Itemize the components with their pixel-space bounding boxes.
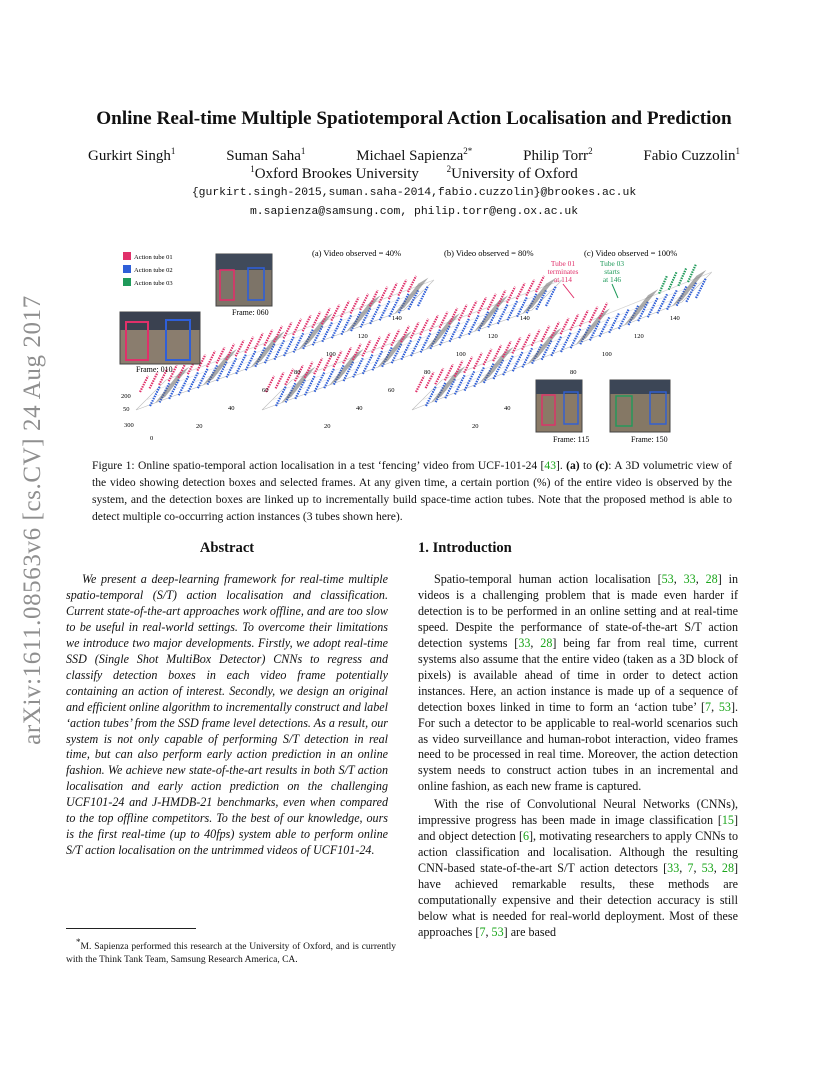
author-name: Gurkirt Singh [88,148,171,164]
citation-link[interactable]: 33 [667,861,680,876]
tube01-column [561,318,569,334]
tube02-column [546,286,556,306]
caption-text-pre: Online spatio-temporal action localisation in a test ‘fencing’ video from UCF-101-24 [ [138,459,545,472]
author-mark: 1 [735,146,740,156]
axis-time-tick: 0 [150,435,154,442]
tube03-column [659,276,667,294]
body-text: , [673,572,684,586]
caption-label: Figure 1: [92,459,135,472]
axis-time-tick: 100 [326,351,336,358]
paper-title: Online Real-time Multiple Spatiotemporal Action Localisation and Prediction [96,108,732,129]
citation-link[interactable]: 53 [661,572,674,586]
arxiv-identifier: arXiv:1611.08563v6 [cs.CV] 24 Aug 2017 [19,295,46,745]
author-5 [643,146,740,165]
citation-link[interactable]: 33 [683,572,696,586]
body-text: , [485,924,492,939]
legend-tube02: Action tube 02 [134,267,173,274]
frame-label-150: Frame: 150 [631,435,668,444]
tube01-column [507,287,515,303]
axis-time-tick: 80 [294,369,301,376]
intro-paragraph-1 [418,572,738,795]
author-name: Suman Saha [226,148,301,164]
citation-link[interactable]: 15 [721,813,734,828]
author-4 [523,146,592,165]
tube01-column [341,301,349,317]
axis-y-tick-50: 50 [123,406,130,413]
axis-time-tick: 60 [262,387,269,394]
frame-label-115: Frame: 115 [553,435,590,444]
body-text: ] are based [503,924,557,939]
svg-text:starts: starts [604,267,620,276]
frame-thumb-115 [536,380,589,444]
tube01-column [389,283,397,299]
author-mark: 2 [588,146,593,156]
tube01-column [398,280,406,296]
tube02-column [696,278,706,298]
figure-1 [112,240,712,448]
tube01-column [207,351,215,367]
body-text: , [711,699,719,714]
intro-body [418,572,738,941]
tube01-column [382,333,390,349]
tube01-column [478,297,486,313]
author-mark: 1 [300,146,306,156]
tube01-column [314,358,322,374]
axis-time-tick: 20 [324,423,331,430]
axis-time-tick: 40 [228,405,235,412]
citation-link[interactable]: 33 [518,635,531,650]
caption-text-mid: ]. [556,459,567,472]
caption-citation[interactable]: 43 [544,459,556,472]
tube01-column [517,283,525,299]
citation-link[interactable]: 28 [721,861,734,876]
axis-time-tick: 140 [520,315,530,322]
panel-label-b: (b) Video observed = 80% [444,248,534,258]
figure-caption [92,457,732,525]
tube01-column [245,337,253,353]
svg-text:Tube 03: Tube 03 [599,259,625,268]
tube01-column [284,322,292,338]
author-mark: 1 [170,146,176,156]
svg-text:at 146: at 146 [602,275,622,284]
tube01-column [570,314,578,330]
tube01-column [362,340,370,356]
legend-swatch-tube02 [123,265,131,273]
citation-link[interactable]: 53 [718,699,731,714]
author-name: Philip Torr [523,148,589,164]
footnote-rule [66,928,196,929]
footnote-mark: * [76,937,81,947]
caption-text-post: : A 3D volumetric view of the video showing detection boxes and selected frames. At any given time, a certain portion (%) of the entire video is observed by the system, and the detection boxes are linked up to incrementally build space-time action tubes. Note that the proposed method is able to detect multiple co-occurring action instances (3 tubes shown here). [92,459,732,523]
body-text: ] being far from real time, current systems also assume that the entire video (taken as a 3D block of pixels) is available ahead of time in order to detect action instances. Here, an action instance is made up of a sequence of detection boxes linked in time to form an ‘action tube’ [ [418,635,739,714]
introduction-heading: 1. Introduction [418,540,512,556]
tube01-column [416,376,424,392]
tube01-column [372,337,380,353]
citation-link[interactable]: 6 [522,829,530,844]
panel-label-a: (a) Video observed = 40% [312,248,402,258]
annotation-tube03-starts [600,259,624,298]
author-name: Michael Sapienza [356,148,464,164]
axis-time-tick: 60 [388,387,395,394]
arxiv-sidebar [8,280,58,760]
author-name: Fabio Cuzzolin [643,148,736,164]
body-text: ], motivating researchers to apply CNNs to action classification and localisation. Although the resulting CNN-based state-of-the-art S/T action detectors [ [418,829,739,876]
figure-1-graphic [112,240,712,448]
panel-label-c: (c) Video observed = 100% [584,248,678,258]
footnote-text: M. Sapienza performed this research at the University of Oxford, and is currently with the Think Tank Team, Samsung Research America, CA. [66,942,396,966]
tube03-column [669,272,677,290]
tube01-column [459,305,467,321]
body-text: ]. For such a detector to be applicable to real-world scenarios such as video surveillance and human-robot interaction, video frames need to be processed in real time. Moreover, the action detection system needs to construct action tubes in an incremental and online fashion, as each new frame is captured. [418,699,739,794]
tube01-column [474,353,482,369]
axis-time-tick: 40 [356,405,363,412]
axis-y-tick-300: 300 [124,422,134,429]
author-mark: 2* [463,146,473,156]
axis-time-tick: 120 [634,333,644,340]
tube01-column [351,297,359,313]
author-2 [226,146,305,165]
caption-text-to: to [579,459,596,472]
body-text: Spatio-temporal human action localisation [ [434,572,662,586]
axis-y-tick-200: 200 [121,393,131,400]
body-text: , [679,861,688,876]
email-line-2: m.sapienza@samsung.com, philip.torr@eng.ox.ac.uk [249,206,579,218]
tube01-column [464,357,472,373]
volume-grid-line [292,280,562,380]
email-line-1: {gurkirt.singh-2015,suman.saha-2014,fabio.cuzzolin}@brookes.ac.uk [191,187,637,199]
tube01-column [526,280,534,296]
body-text: , [695,572,706,586]
citation-link[interactable]: 7 [705,699,712,714]
legend-swatch-tube01 [123,252,131,260]
axis-time-tick: 80 [424,369,431,376]
body-text: , [713,861,722,876]
tube01-column [420,319,428,335]
tube01-column [435,368,443,384]
body-text: ] in videos is a challenging problem that is made even harder if detection is to be performed in an online setting and at real-time speed. Despite the performance of state-of-the-art S/T action detection systems [ [418,572,738,650]
frame-thumb-060 [216,254,272,317]
caption-panel-a: (a) [566,459,580,472]
body-text: , [693,861,702,876]
legend-tube03: Action tube 03 [134,280,173,287]
tube01-column [140,376,148,392]
tube01-column [411,322,419,338]
svg-text:Tube 01: Tube 01 [550,259,576,268]
caption-panel-c: (c) [595,459,609,472]
abstract-body: We present a deep-learning framework for real-time multiple spatio-temporal (S/T) action localisation and classification. Current state-of-the-art approaches work offline, and are too slow to be useful in real-world settings. To overcome their limitations we introduce two major developments. Firstly, we adopt real-time SSD (Single Shot MultiBox Detector) CNNs to regress and classify detection boxes in each video frame potentially containing an action of interest. Secondly, we design an original and efficient online algorithm to incrementally construct and label ‘action tubes’ from the SSD frame level detections. As a result, our system is not only capable of performing S/T detection in real time, but can also perform early action prediction in an online fashion. We achieve new state-of-the-art results in both S/T action localisation and early action prediction on the challenging UCF101-24 and J-HMDB-21 benchmarks, even when compared to the top offline competitors. To the best of our knowledge, ours is the first real-time (up to 40fps) system able to perform online S/T action localisation on the untrimmed videos of UCF101-24. [66,572,388,858]
tube01-column [150,372,158,388]
volume-grid-line [166,280,434,380]
footnote [66,936,396,967]
axis-time-tick: 20 [196,423,203,430]
affiliation-1: $^1$Oxford Brookes University [250,164,419,182]
frame-thumb-010 [120,312,200,374]
tube01-column [276,372,284,388]
tube02-column [418,286,428,306]
author-1 [88,146,175,165]
tube01-column [469,301,477,317]
tube03-column [678,268,686,286]
tube01-column [580,310,588,326]
axis-time-tick: 100 [456,351,466,358]
tube01-column [293,319,301,335]
body-text: ] have achieved remarkable results, these methods are computationally expensive and their detection accuracy is still below what is needed for real-world deployment. Most of these approaches [ [418,861,739,939]
axis-time-tick: 120 [488,333,498,340]
citation-link[interactable]: 28 [705,572,718,586]
tube01-column [522,334,530,350]
citation-link[interactable]: 28 [540,635,553,650]
affiliations [0,164,828,183]
legend [123,252,173,287]
legend-swatch-tube03 [123,278,131,286]
tube01-column [331,305,339,321]
frame-thumb-150 [610,380,670,444]
citation-link[interactable]: 7 [479,924,486,939]
tube01-column [532,330,540,346]
citation-link[interactable]: 53 [701,861,714,876]
axis-time-tick: 140 [392,315,402,322]
frame-label-060: Frame: 060 [232,308,269,317]
intro-paragraph-2 [418,797,738,941]
axis-time-tick: 40 [504,405,511,412]
frame-label-010: Frame: 010 [136,365,173,374]
citation-link[interactable]: 53 [491,924,504,939]
axis-time-tick: 140 [670,315,680,322]
axis-time-tick: 80 [570,369,577,376]
author-list [60,146,768,165]
tube01-column [430,315,438,331]
svg-text:at 114: at 114 [554,275,572,284]
tube01-column [379,287,387,303]
body-text: ] and object detection [ [418,813,738,844]
axis-time-tick: 20 [472,423,479,430]
body-text: With the rise of Convolutional Neural Networks (CNNs), impressive progress has been made in image classification [ [418,797,738,828]
tube01-column [484,349,492,365]
legend-tube01: Action tube 01 [134,254,173,261]
tube01-column [255,333,263,349]
tube01-column [512,337,520,353]
citation-link[interactable]: 7 [687,861,694,876]
abstract-heading: Abstract [199,540,255,556]
axis-time-tick: 100 [602,351,612,358]
tube01-column [303,315,311,331]
author-3 [356,146,472,165]
affiliation-2: $^2$University of Oxford [446,164,578,182]
tube01-column [236,340,244,356]
axis-time-tick: 120 [358,333,368,340]
body-text: , [530,635,541,650]
svg-text:terminates: terminates [547,267,579,276]
